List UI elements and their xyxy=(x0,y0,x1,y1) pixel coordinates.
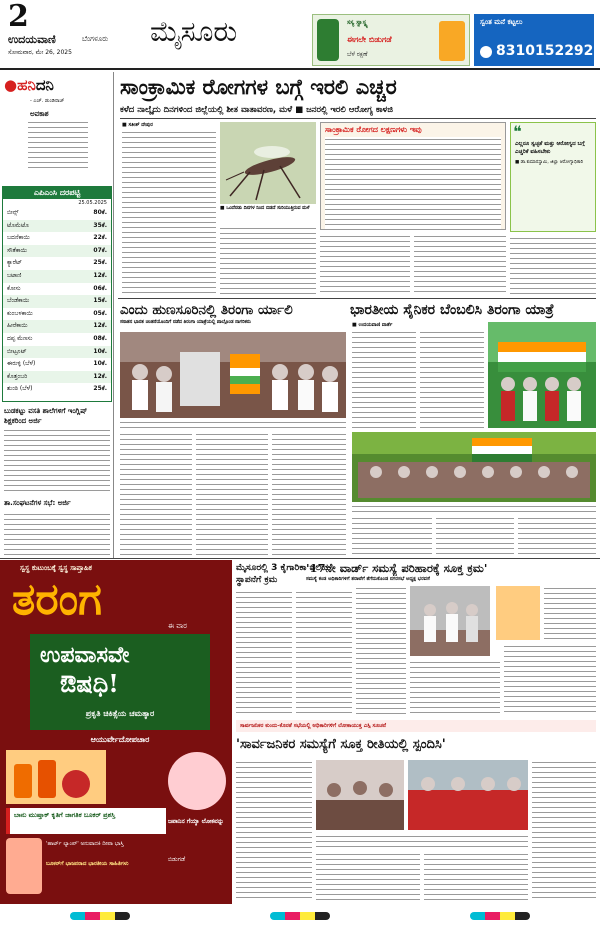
lead-body-col3 xyxy=(320,234,410,296)
taranga-cover-line3: ಪ್ರಕೃತಿ ಚಿಕಿತ್ಸೆಯ ಚಮತ್ಕಾರ xyxy=(85,709,155,718)
quote-author: ■ ಡಾ.ಕುಮಾರಸ್ವಾಮಿ, ಜಿಲ್ಲಾ ಆರೋಗ್ಯಾಧಿಕಾರಿ xyxy=(515,160,583,165)
market-row xyxy=(3,320,111,333)
market-row xyxy=(3,232,111,245)
market-item-name: ಬದನೆಕಾಯಿ xyxy=(7,234,30,242)
ward-inset-caption xyxy=(544,586,596,640)
print-registration-marks xyxy=(0,906,600,928)
market-title: ಎಪಿಎಂಸಿ ದರಪಟ್ಟಿ xyxy=(3,187,111,199)
market-item-name: ದಪ್ಪ ಮೆಣಸು xyxy=(7,334,33,342)
market-item-price: 08ಕೆ. xyxy=(93,334,107,342)
footer-strap xyxy=(236,720,596,732)
taranga-cover-line4: ಆಯುರ್ವೇದೋಪಚಾರ xyxy=(90,735,150,744)
symptoms-title: ಸಾಂಕ್ರಾಮಿಕ ರೋಗದ ಲಕ್ಷಣಗಳು ಇವು xyxy=(325,125,422,134)
left-story1-text xyxy=(4,428,110,492)
tiranga-body-col3 xyxy=(272,432,346,556)
army-photo-2-graphic xyxy=(352,432,596,502)
taranga-item4: ಬಿಡುಗಡೆ xyxy=(168,856,186,863)
footer-body-col4 xyxy=(424,852,528,900)
lead-body-col1 xyxy=(122,130,216,296)
ad2-phone-icon xyxy=(480,46,492,58)
market-row xyxy=(3,245,111,258)
market-row xyxy=(3,358,111,371)
army-body-col3 xyxy=(352,516,432,556)
tiranga-subhead: ಸನಾತನ ಭಾರತ ಚಿಂತನೆಯೊಂದಿಗೆ ನಡೆದ ತಿರಂಗಾ ಯಾತ್ರೆಯಲ್ಲಿ ಪಾಲ್ಗೊಂಡ ನಾಗರಿಕರು xyxy=(120,320,251,325)
lead-photo-caption: ■ ಒಂದೆರಡು ದಿನಗಳ ನಿಂದ ಬಿಡದೆ ಸುರಿಯುತ್ತಿರುವ ಮಳೆ xyxy=(220,206,310,211)
market-item-price: 25ಕೆ. xyxy=(93,385,107,393)
army-headline: ಭಾರತೀಯ ಸೈನಿಕರ ಬೆಂಬಲಿಸಿ ತಿರಂಗಾ ಯಾತ್ರೆ xyxy=(350,302,554,318)
mid-story-col1 xyxy=(236,590,292,716)
masthead-ad-housing xyxy=(474,14,594,66)
market-row xyxy=(3,295,111,308)
market-item-name: ಹೀರೆಕಾಯಿ xyxy=(7,322,28,330)
footer-photo-2 xyxy=(408,760,528,830)
footer-photo-1 xyxy=(316,760,404,830)
market-item-name: ಬಟಾಣಿ xyxy=(7,271,22,279)
mid-story-col2 xyxy=(296,590,352,716)
market-row xyxy=(3,283,111,296)
taranga-ad xyxy=(0,560,232,904)
army-body-col1 xyxy=(352,330,416,428)
market-item-price: 35ಕೆ. xyxy=(93,221,107,229)
market-item-price: 12ಕೆ. xyxy=(93,372,107,380)
taranga-person-photo xyxy=(6,838,42,894)
lead-reporter: ■ ಸತೀಶ್ ದೇಪುರ xyxy=(122,122,153,128)
quote-box xyxy=(510,122,596,232)
market-table xyxy=(3,207,111,396)
market-item-name: ಈರುಳ್ಳಿ (ಬೆಳೆ) xyxy=(7,360,36,368)
market-item-price: 12ಕೆ. xyxy=(93,271,107,279)
army-photo-2 xyxy=(352,432,596,502)
taranga-banner xyxy=(6,808,166,834)
taranga-title: ತರಂಗ xyxy=(12,574,102,625)
market-item-price: 10ಕೆ. xyxy=(93,347,107,355)
taranga-cover-line1: ಉಪವಾಸವೇ xyxy=(40,642,130,668)
army-reporter: ■ ಉದಯವಾಣಿ ವಾರ್ತೆ xyxy=(352,322,393,328)
market-item-name: ಕುಂಬಳಕಾಯಿ xyxy=(7,309,33,317)
symptoms-box xyxy=(320,122,506,230)
taranga-food-photo xyxy=(6,750,106,804)
market-item-price: 06ಕೆ. xyxy=(93,284,107,292)
market-item-name: ಕ್ಯಾರೆಟ್ xyxy=(7,259,22,267)
market-item-price: 22ಕೆ. xyxy=(93,234,107,242)
reg-mark-center xyxy=(270,912,330,920)
lead-subhead: ಕಳೆದ ನಾಲ್ಕೈದು ದಿನಗಳಿಂದ ಜಿಲ್ಲೆಯಲ್ಲಿ ಶೀತ ವಾತಾವರಣ, ಮಳೆ ■ ಜನರಲ್ಲಿ ಇರಲಿ ಆರೋಗ್ಯ ಕಾಳಜಿ xyxy=(120,105,393,115)
market-box xyxy=(2,186,112,402)
tiranga-headline: ಎಂದು ಹುಣಸೂರಿನಲ್ಲಿ ತಿರಂಗಾ ರ್ಯಾಲಿ xyxy=(120,302,293,318)
symptoms-text xyxy=(325,137,501,229)
footer-strap-text: ಸಾರ್ವಜನಿಕರ ಕುಂದು-ಕೊರತೆ ಸಭೆಯಲ್ಲಿ ಅಧಿಕಾರಿಗಳಿಗೆ ಲೋಕಾಯುಕ್ತ ಎಸ್ಪಿ ಸೂಚನೆ xyxy=(240,723,387,729)
reg-mark-right xyxy=(470,912,530,920)
taranga-item3: ಬೂಕರ್‌ಗೆ ಭಾಜನರಾದ ಭಾರತೀಯ ಸಾಹಿತಿಗಳು xyxy=(46,861,129,867)
market-item-name: ಕೊತ್ತಂಬರಿ xyxy=(7,372,28,380)
mosquito-photo xyxy=(220,122,316,204)
lead-rule xyxy=(120,118,596,119)
market-row xyxy=(3,220,111,233)
market-row xyxy=(3,346,111,359)
mid-story-headline: ಮೈಸೂರಲ್ಲಿ 3 ಕೈಗಾರಿಕಾ ವಲಯ ಸ್ಥಾಪನೆಗೆ ಕ್ರಮ xyxy=(236,563,331,585)
tiranga-caption xyxy=(120,420,346,430)
footer-photo-1-graphic xyxy=(316,760,404,830)
market-item-price: 80ಕೆ. xyxy=(93,209,107,216)
taranga-cover-line2: ಔಷಧಿ! xyxy=(60,669,119,698)
market-row xyxy=(3,371,111,384)
ward-photo-graphic xyxy=(410,586,490,656)
taranga-banner-text: ಬಾನು ಮುಷ್ತಾಕ್ ಕೃತಿಗೆ ಜಾಗತಿಕ ಬೂಕರ್ ಪ್ರಶಸ್ತಿ xyxy=(14,811,116,819)
reg-mark-left xyxy=(70,912,130,920)
taranga-tagline: ಸ್ವಸ್ಥ ಕುಟುಂಬಕ್ಕೆ ಸ್ವಸ್ಥ ಸಾಪ್ತಾಹಿಕ xyxy=(20,564,92,572)
poem-text xyxy=(28,120,88,172)
ward-photo xyxy=(410,586,490,656)
taranga-weekday: ಈ ವಾರ xyxy=(168,622,187,630)
quote-icon: ❝ xyxy=(513,122,522,141)
market-row xyxy=(3,207,111,220)
market-item-name: ಬೀಟ್ರೂಟ್ xyxy=(7,347,27,355)
footer-body-col3 xyxy=(316,852,420,900)
market-item-name: ಬೆಂಡೆಕಾಯಿ xyxy=(7,297,30,305)
tiranga-body-col2 xyxy=(196,432,268,556)
ward-subhead: ಸಮಸ್ಯೆ ಕಂಡ ಅಧಿಕಾರಿಗಳಿಗೆ ತರಾಟೆಗೆ ತೆಗೆದುಕೊಂಡ ನಗರಸಭೆ ಅಧ್ಯಕ್ಷ ಭರವಸೆ xyxy=(306,576,430,582)
lead-bottom-rule xyxy=(118,298,596,299)
market-item-name: ಶುಂಠಿ (ಬೆಳೆ) xyxy=(7,385,33,393)
ad2-line1: ಸ್ವಂತ ಮನೆ ಕಟ್ಟಲು xyxy=(480,18,523,26)
market-row xyxy=(3,333,111,346)
page-number: 2 xyxy=(8,0,29,34)
food-graphic xyxy=(6,750,106,804)
left-story2-title: ತಾ.ಸಂಘಟನೆಗಳ ಸಭೆ: ಅರ್ಜಿ xyxy=(4,499,71,507)
taranga-item2: ಜಪಾನಿನ ಗೆಯ್ಶಾ ಲೋಕವನ್ನು xyxy=(168,818,224,825)
ad2-phone-number: 8310152292 xyxy=(496,43,594,59)
taranga-item1: 'ಹಾರ್ಟ್ ಲ್ಯಾಂಪ್' ಅನುವಾದಕಿ ದೀಪಾ ಭಾಸ್ತಿ xyxy=(46,841,124,847)
mid-rule xyxy=(0,558,600,559)
tiranga-photo xyxy=(120,332,346,418)
paper-name: ಉದಯವಾಣಿ xyxy=(8,33,56,46)
footer-body-col1 xyxy=(236,760,312,900)
market-item-price: 25ಕೆ. xyxy=(93,259,107,267)
issue-date: ಸೋಮವಾರ, ಮೇ 26, 2025 xyxy=(8,49,72,56)
ad1-line1: ಸಸ್ಯ ಸ್ವಾಸ್ಥ್ಯ xyxy=(347,19,368,26)
army-caption xyxy=(352,504,596,514)
market-item-price: 10ಕೆ. xyxy=(93,360,107,368)
army-photo-graphic xyxy=(488,322,596,428)
logo-drop-icon: ● xyxy=(4,76,18,94)
masthead xyxy=(0,0,600,68)
market-item-name: ಟೊಮೆಟೊ xyxy=(7,221,29,229)
poem-title: ಅವಕಾಶ xyxy=(30,110,49,118)
army-body-col5 xyxy=(518,516,596,556)
ward-body-col1 xyxy=(356,586,406,716)
logo-black-part: ದನಿ xyxy=(35,76,54,94)
market-item-price: 15ಕೆ. xyxy=(93,297,107,305)
market-item-name: ಬೀನ್ಸ್ xyxy=(7,209,19,216)
market-row xyxy=(3,308,111,321)
market-item-name: ಸೌತೆಕಾಯಿ xyxy=(7,246,28,254)
masthead-ad-crop xyxy=(312,14,470,66)
footer-headline: 'ಸಾರ್ವಜನಿಕರ ಸಮಸ್ಯೆಗೆ ಸೂಕ್ತ ರೀತಿಯಲ್ಲಿ ಸ್ಪಂದಿಸಿ' xyxy=(236,737,446,752)
army-photo xyxy=(488,322,596,428)
column-divider xyxy=(113,72,114,558)
footer-photo-2-graphic xyxy=(408,760,528,830)
market-row xyxy=(3,270,111,283)
market-item-price: 05ಕೆ. xyxy=(93,309,107,317)
ward-headline-display: '17ನೇ ವಾರ್ಡ್ ಸಮಸ್ಯೆ ಪರಿಹಾರಕ್ಕೆ ಸೂಕ್ತ ಕ್ರಮ' xyxy=(306,561,488,575)
taranga-author-photo xyxy=(168,752,226,810)
market-row xyxy=(3,257,111,270)
ward-inset-photo xyxy=(496,586,540,640)
market-item-price: 12ಕೆ. xyxy=(93,322,107,330)
ad-product-image xyxy=(439,21,465,61)
ward-body-col2 xyxy=(410,660,500,716)
tiranga-photo-graphic xyxy=(120,332,346,418)
hani-dani-logo xyxy=(4,76,54,94)
quote-text: ಎಲ್ಲರೂ ಸ್ವಚ್ಛತೆ ಮತ್ತು ಆರೋಗ್ಯದ ಬಗ್ಗೆ ಎಚ್ಚರಿಕೆ ವಹಿಸಬೇಕು xyxy=(515,141,585,155)
lead-body-col4 xyxy=(414,234,506,296)
section-title: ಮೈಸೂರು xyxy=(150,15,238,48)
army-body-col4 xyxy=(436,516,514,556)
left-story2-text xyxy=(4,512,110,556)
market-item-price: 07ಕೆ. xyxy=(93,246,107,254)
poem-byline: - ಎಚ್. ಡುಂಡಿರಾಜ್ xyxy=(30,98,65,104)
tiranga-body-col1 xyxy=(120,432,192,556)
lead-body-col2 xyxy=(220,226,316,296)
logo-red-part: ಹನಿ xyxy=(17,76,36,94)
ad-phone-graphic xyxy=(317,19,339,61)
market-row xyxy=(3,383,111,396)
ad1-line2: ಈಗಲೇ ಬಿಡುಗಡೆ xyxy=(347,35,392,44)
footer-body-col2 xyxy=(532,760,596,900)
market-item-name: ಕೋಸು xyxy=(7,284,21,292)
market-date: 25.05.2025 xyxy=(78,200,107,206)
army-body-col2 xyxy=(420,330,484,428)
lead-headline: ಸಾಂಕ್ರಾಮಿಕ ರೋಗಗಳ ಬಗ್ಗೆ ಇರಲಿ ಎಚ್ಚರ xyxy=(120,74,397,99)
mosquito-illustration xyxy=(220,122,316,204)
ad1-line3: ಬೆಳೆ ರಕ್ಷಣೆ xyxy=(347,51,368,58)
left-column xyxy=(0,70,112,560)
edition-city: ಬೆಂಗಳೂರು xyxy=(82,35,109,43)
footer-photo-captions xyxy=(316,834,528,848)
ward-body-col3 xyxy=(504,644,596,716)
left-story1-title: ಬುಡಕಟ್ಟು ವಸತಿ ಶಾಲೆಗಳಿಗೆ ಇಂಗ್ಲಿಷ್ ಶಿಕ್ಷಕರಿಂದ ಅರ್ಜಿ xyxy=(4,407,88,425)
lead-body-col5 xyxy=(510,236,596,296)
